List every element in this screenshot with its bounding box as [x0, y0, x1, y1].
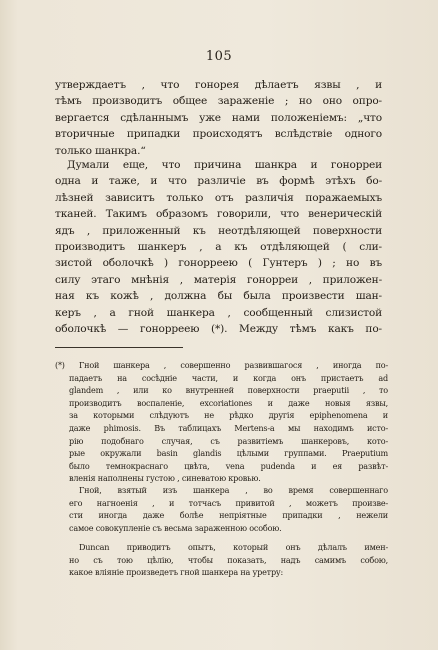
footnote-line: самое совокупленіе съ весьма зараженною особою.	[69, 522, 282, 533]
paragraph-2	[55, 157, 382, 337]
footnote-line: но съ тою цѣлію, чтобы показать, надъ самимъ собою,	[69, 554, 388, 565]
text-line: производитъ шанкеръ , а къ отдѣляющей ( сли-	[55, 241, 382, 254]
text-line: силу этаго мнѣнія , матерія гонорреи , приложен-	[55, 273, 382, 286]
footnote-line: рію подобнаго случая, съ развитіемъ шанкеровъ, кото-	[69, 435, 388, 446]
text-line: зистой оболочкѣ ) гонорреею ( Гунтеръ ) ; но въ	[55, 257, 382, 270]
text-line: вторичные припадки происходятъ вслѣдствіе одного	[55, 128, 382, 141]
paragraph-1	[55, 77, 382, 159]
text-line: ная къ кожѣ , должна бы была произвести шан-	[55, 290, 382, 303]
footnote-1	[55, 359, 388, 485]
text-line: лѣзней зависитъ только отъ различія поражаемыхъ	[55, 191, 382, 204]
footnote-line: падаетъ на сосѣдніе части, и когда онъ пристаетъ ad	[69, 372, 388, 383]
text-line: одна и таже, и что различіе въ формѣ этѣхъ бо-	[55, 175, 382, 188]
text-line: керъ , а гной шанкера , сообщенный слизистой	[55, 306, 382, 319]
text-line: ядъ , приложенный къ неотдѣляющей поверхности	[55, 224, 382, 237]
footnote-line: рые окружали basin glandis цѣлыми группами. Praeputium	[69, 448, 388, 459]
footnote-line: даже phimosis. Въ таблицахъ Mertens-а мы находимъ исто-	[69, 422, 388, 433]
text-line: только шанкра.“	[55, 144, 146, 157]
footnote-line: было темнокраснаго цвѣта, vena pudenda и ея развѣт-	[69, 460, 388, 471]
footnote-line: Гной, взятый изъ шанкера , во время совершеннаго	[79, 485, 388, 495]
footnote-line: вленія наполнены густою , синеватою кровью.	[69, 473, 261, 484]
footnote-divider	[55, 347, 183, 348]
text-line: утверждаетъ , что гонорея дѣлаетъ язвы , и	[55, 79, 382, 91]
footnote-line: glandem , или ко внутренней поверхности praeputii , то	[69, 385, 388, 396]
text-line: оболочкѣ — гонорреею (*). Между тѣмъ какъ по-	[55, 323, 382, 336]
text-line: Думали еще, что причина шанкра и гонорреи	[67, 159, 382, 171]
footnote-line: какое вліяніе произведетъ гной шанкера на уретру:	[69, 567, 284, 578]
footnote-line: за которыми слѣдуютъ не рѣдко другія epiphenomena и	[69, 410, 388, 421]
footnote-3	[55, 541, 388, 579]
footnote-line: его нагноенія , и тотчасъ привитой , можетъ произве-	[69, 497, 388, 508]
page-number: 105	[205, 49, 233, 64]
text-line: тканей. Такимъ образомъ говорили, что венерическій	[55, 208, 382, 221]
text-line: тѣмъ производитъ общее зараженіе ; но оно опро-	[55, 95, 382, 108]
footnote-line: сти иногда даже болѣе непріятные припадки , нежели	[69, 510, 388, 521]
footnote-line: Duncan приводитъ опытъ, который онъ дѣлалъ имен-	[79, 542, 388, 552]
footnote-line: (*) Гной шанкера , совершенно развившагося , иногда по-	[55, 360, 388, 370]
footnote-2	[55, 484, 388, 534]
footnote-line: производитъ воспаленіе, excoriationes и даже новыя язвы,	[69, 397, 388, 408]
text-line: вергается сдѣланнымъ уже нами положеніемъ: „что	[55, 111, 382, 124]
